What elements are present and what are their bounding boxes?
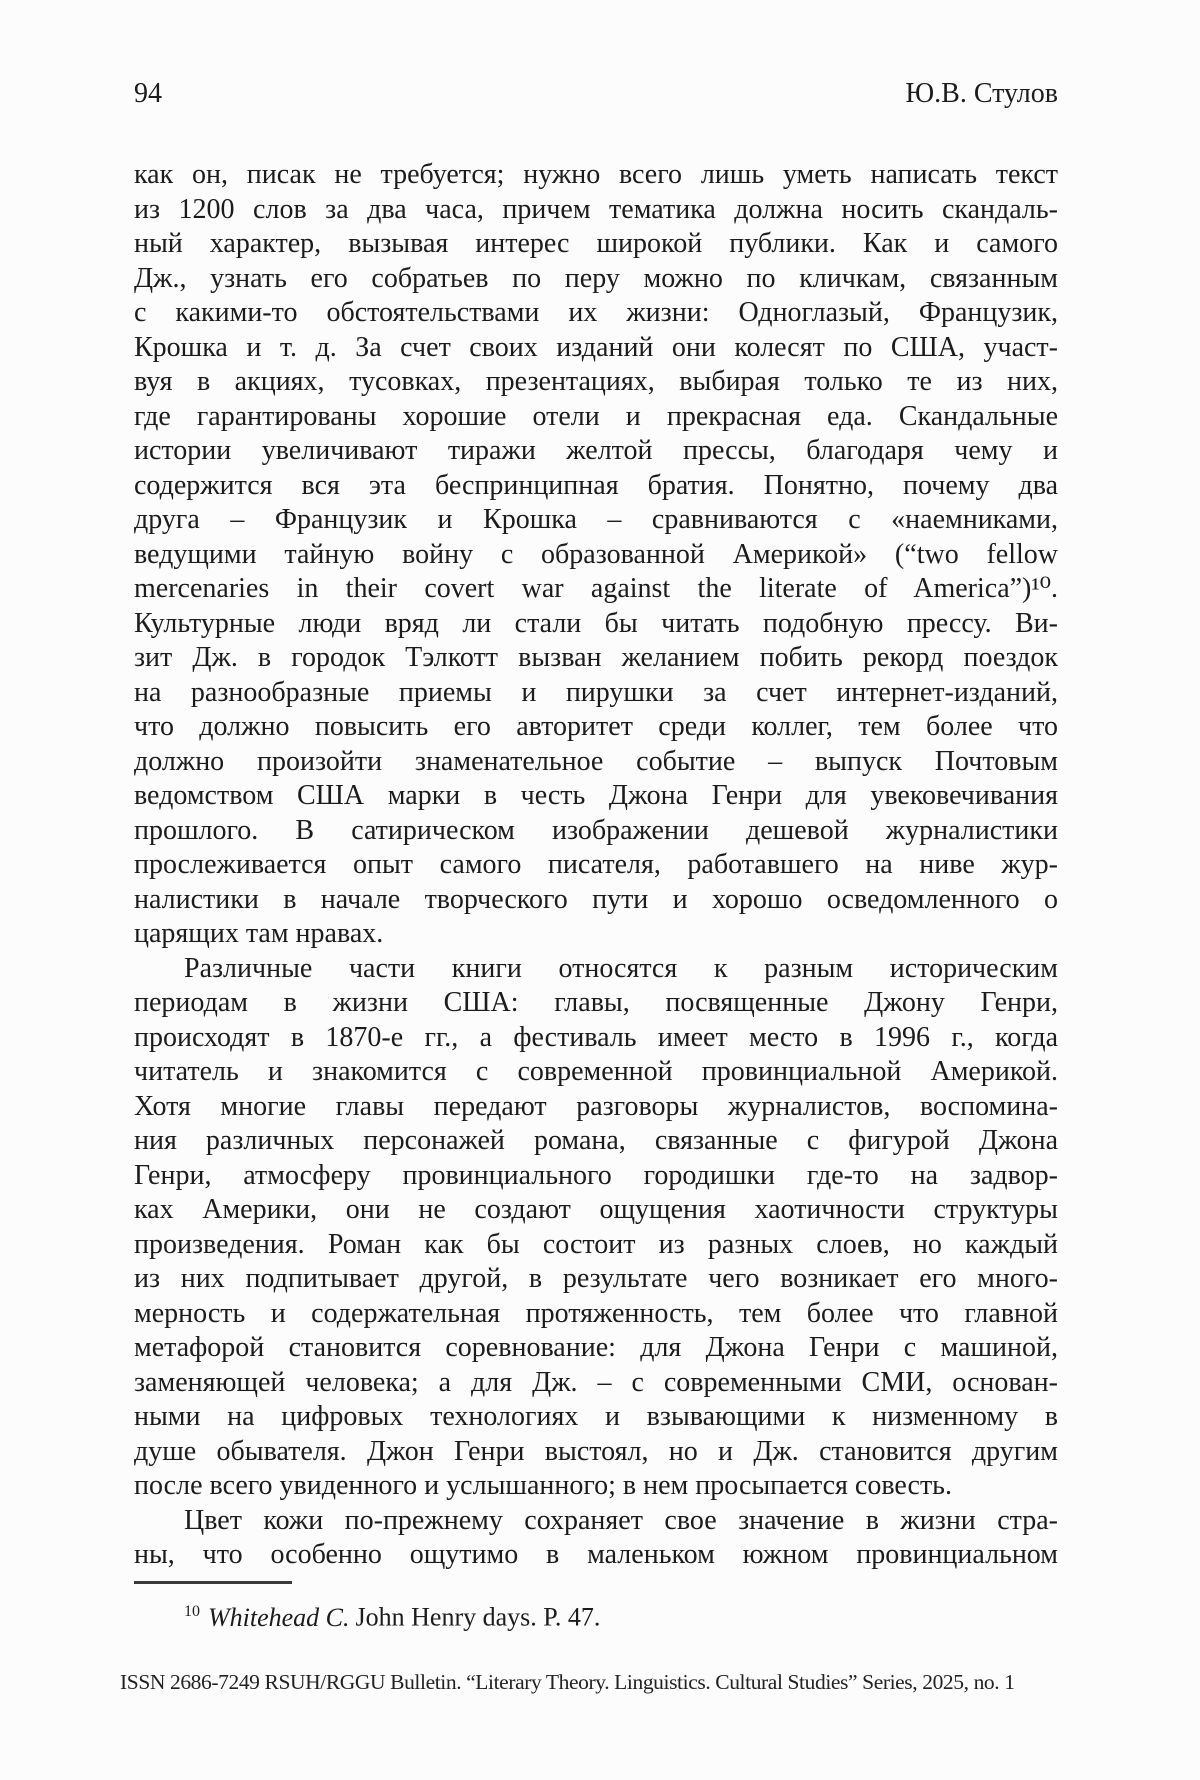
text-line: содержится вся эта беспринципная братия. Понятно, почему два (134, 469, 1058, 501)
footnote (134, 1596, 1058, 1634)
text-line: Дж., узнать его собратьев по перу можно по кличкам, связанным (134, 262, 1058, 294)
text-line: ния различных персонажей романа, связанные с фигурой Джона (134, 1125, 1058, 1156)
text-line: истории увеличивают тиражи желтой прессы, благодаря чему и (134, 435, 1058, 466)
text-line: ны, что особенно ощутимо в маленьком южном провинциальном (134, 1539, 1058, 1570)
journal-footer: ISSN 2686-7249 RSUH/RGGU Bulletin. “Literary Theory. Linguistics. Cultural Studies” Series, 2025, no. 1 (120, 1670, 1015, 1694)
text-line: должно произойти знаменательное событие – выпуск Почтовым (134, 745, 1058, 777)
text-line: душе обывателя. Джон Генри выстоял, но и Дж. становится другим (134, 1435, 1058, 1467)
text-line: с какими-то обстоятельствами их жизни: Одноглазый, Французик, (134, 297, 1058, 328)
text-line: Крошка и т. д. За счет своих изданий они колесят по США, участ- (134, 331, 1058, 363)
text-line: прослеживается опыт самого писателя, работавшего на ниве жур- (134, 849, 1058, 880)
text-line: вуя в акциях, тусовках, презентациях, выбирая только те из них, (134, 366, 1058, 397)
text-line: налистики в начале творческого пути и хорошо осведомленного о (134, 883, 1058, 915)
text-line: заменяющей человека; а для Дж. – с современными СМИ, основан- (134, 1366, 1058, 1398)
text-line: Генри, атмосферу провинциального городишки где-то на задвор- (134, 1159, 1058, 1191)
footnote-author: Whitehead C. (208, 1602, 350, 1632)
footnote-separator-rule (134, 1581, 292, 1584)
text-line: что должно повысить его авторитет среди коллег, тем более что (134, 711, 1058, 742)
text-line: Цвет кожи по-прежнему сохраняет свое значение в жизни стра- (184, 1504, 1058, 1536)
text-line: Хотя многие главы передают разговоры журналистов, воспомина- (134, 1090, 1058, 1122)
running-header (134, 78, 1058, 110)
footnote-text: John Henry days. P. 47. (355, 1602, 601, 1632)
text-line: ведущими тайную войну с образованной Америкой» (“two fellow (134, 538, 1058, 570)
text-line: ведомством США марки в честь Джона Генри для увековечивания (134, 780, 1058, 811)
body-text (134, 158, 1058, 1573)
text-line: из них подпитывает другой, в результате чего возникает его много- (134, 1263, 1058, 1294)
text-line: ках Америки, они не создают ощущения хаотичности структуры (134, 1194, 1058, 1225)
text-line: на разнообразные приемы и пирушки за счет интернет-изданий, (134, 676, 1058, 708)
text-line: как он, писак не требуется; нужно всего лишь уметь написать текст (134, 159, 1058, 190)
text-line: читатель и знакомится с современной провинциальной Америкой. (134, 1056, 1058, 1087)
text-line: из 1200 слов за два часа, причем тематика должна носить скандаль- (134, 193, 1058, 225)
text-line: произведения. Роман как бы состоит из разных слоев, но каждый (134, 1228, 1058, 1260)
text-line: ный характер, вызывая интерес широкой публики. Как и самого (134, 228, 1058, 259)
text-line: после всего увиденного и услышанного; в нем просыпается совесть. (134, 1470, 952, 1501)
text-line: друга – Французик и Крошка – сравниваются с «наемниками, (134, 504, 1058, 535)
text-line: происходят в 1870-е гг., а фестиваль имеет место в 1996 г., когда (134, 1021, 1058, 1053)
text-line: мерность и содержательная протяженность, тем более что главной (134, 1297, 1058, 1329)
running-head-author: Ю.В. Стулов (905, 78, 1058, 109)
page-number: 94 (134, 78, 162, 109)
footnote-marker: 10 (184, 1603, 200, 1620)
text-line: Культурные люди вряд ли стали бы читать подобную прессу. Ви- (134, 607, 1058, 639)
text-line: ными на цифровых технологиях и взывающими к низменному в (134, 1401, 1058, 1432)
text-line: прошлого. В сатирическом изображении дешевой журналистики (134, 814, 1058, 846)
text-line: периодам в жизни США: главы, посвященные Джону Генри, (134, 987, 1058, 1018)
text-line: Различные части книги относятся к разным историческим (184, 952, 1058, 984)
text-line: царящих там нравах. (134, 918, 384, 949)
text-line: mercenaries in their covert war against the literate of America”)¹⁰. (134, 573, 1058, 604)
text-line: метафорой становится соревнование: для Джона Генри с машиной, (134, 1332, 1058, 1363)
text-line: где гарантированы хорошие отели и прекрасная еда. Скандальные (134, 400, 1058, 432)
text-line: зит Дж. в городок Тэлкотт вызван желанием побить рекорд поездок (134, 642, 1058, 673)
